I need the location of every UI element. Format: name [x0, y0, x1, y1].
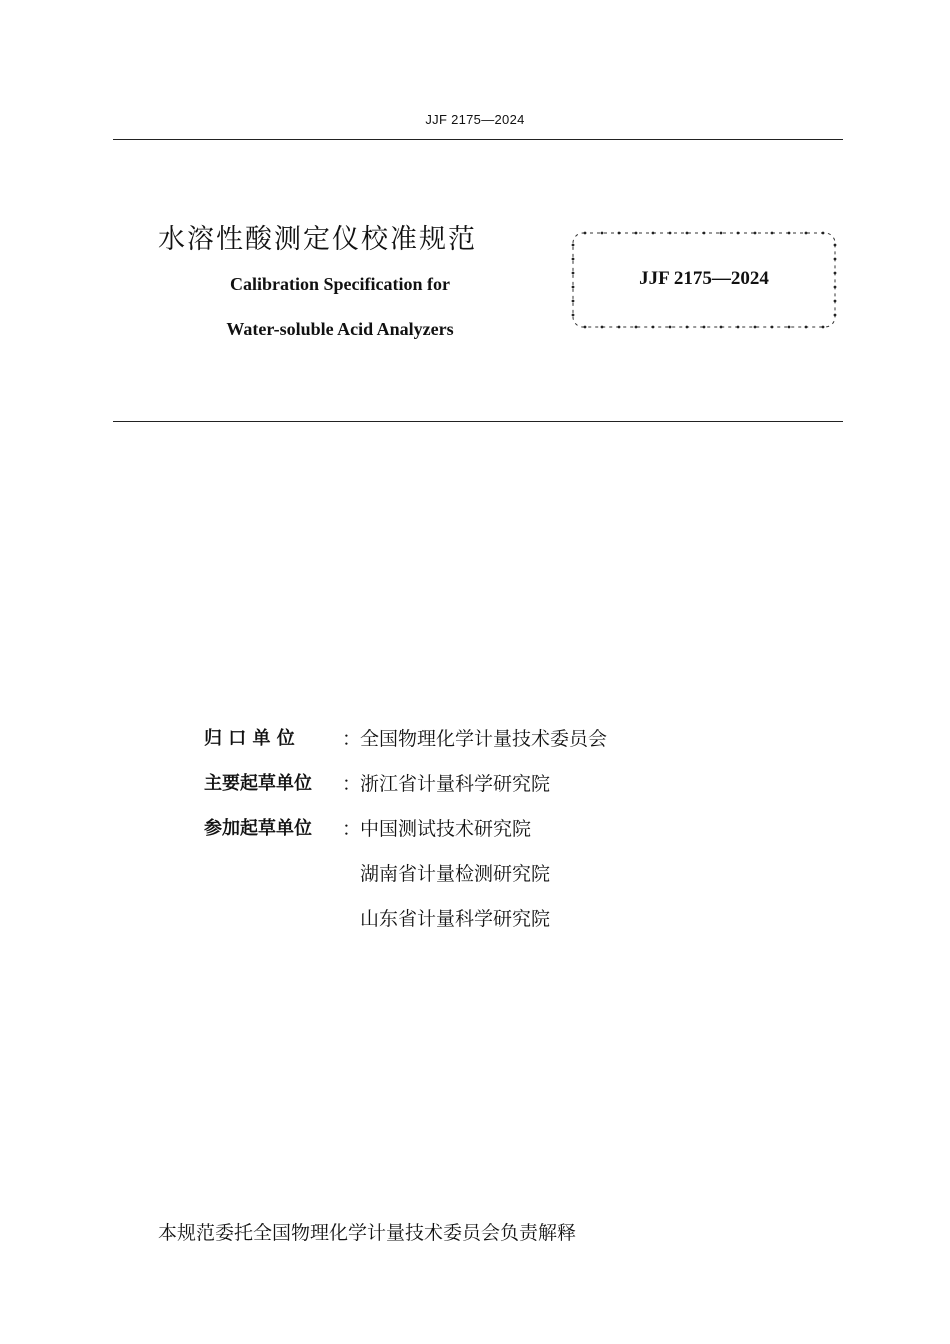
border-dot — [584, 232, 587, 235]
border-dot — [737, 326, 740, 329]
border-dot — [805, 326, 808, 329]
border-dot — [771, 232, 774, 235]
interpretation-note: 本规范委托全国物理化学计量技术委员会负责解释 — [158, 1222, 577, 1244]
border-dot — [822, 326, 825, 329]
label-colon: ： — [342, 818, 362, 840]
label-colon: ： — [342, 773, 362, 795]
label-colon: ： — [342, 728, 362, 750]
border-dot — [788, 326, 791, 329]
border-dot — [635, 232, 638, 235]
participating-drafter-value: 中国测试技术研究院 — [360, 818, 532, 840]
border-dot — [572, 258, 575, 261]
border-dot — [754, 232, 757, 235]
border-dot — [703, 232, 706, 235]
border-dot — [720, 232, 723, 235]
border-dot — [720, 326, 723, 329]
standard-code-box — [570, 230, 838, 330]
border-dot — [669, 232, 672, 235]
border-dot — [572, 244, 575, 247]
border-dot — [703, 326, 706, 329]
border-dot — [584, 326, 587, 329]
border-dot — [572, 314, 575, 317]
border-dot — [669, 326, 672, 329]
main-drafter-value: 浙江省计量科学研究院 — [360, 773, 551, 795]
participating-drafter-label: 参加起草单位 — [204, 818, 312, 839]
border-dot — [788, 232, 791, 235]
header-standard-code: JJF 2175—2024 — [425, 112, 525, 127]
border-dot — [834, 314, 837, 317]
responsible-unit-value: 全国物理化学计量技术委员会 — [360, 728, 608, 750]
border-dot — [834, 244, 837, 247]
border-dot — [737, 232, 740, 235]
border-dot — [572, 300, 575, 303]
border-dot — [686, 326, 689, 329]
title-chinese: 水溶性酸测定仪校准规范 — [158, 224, 477, 255]
border-dot — [601, 232, 604, 235]
participating-drafter-value: 山东省计量科学研究院 — [360, 908, 551, 930]
border-dot — [834, 258, 837, 261]
border-dot — [686, 232, 689, 235]
title-english-line2: Water-soluble Acid Analyzers — [226, 319, 454, 339]
border-dot — [805, 232, 808, 235]
border-dot — [652, 326, 655, 329]
standard-code: JJF 2175—2024 — [639, 268, 769, 289]
border-dot — [601, 326, 604, 329]
border-dot — [754, 326, 757, 329]
title-english-line1: Calibration Specification for — [230, 274, 450, 294]
border-dot — [834, 300, 837, 303]
border-dot — [618, 232, 621, 235]
border-dot — [652, 232, 655, 235]
participating-drafter-value: 湖南省计量检测研究院 — [360, 863, 551, 885]
responsible-unit-label: 归 口 单 位 — [204, 728, 295, 749]
border-dot — [771, 326, 774, 329]
border-dot — [822, 232, 825, 235]
main-drafter-label: 主要起草单位 — [204, 773, 312, 794]
border-dot — [635, 326, 638, 329]
header-divider — [113, 139, 843, 140]
border-dot — [618, 326, 621, 329]
title-divider — [113, 421, 843, 422]
